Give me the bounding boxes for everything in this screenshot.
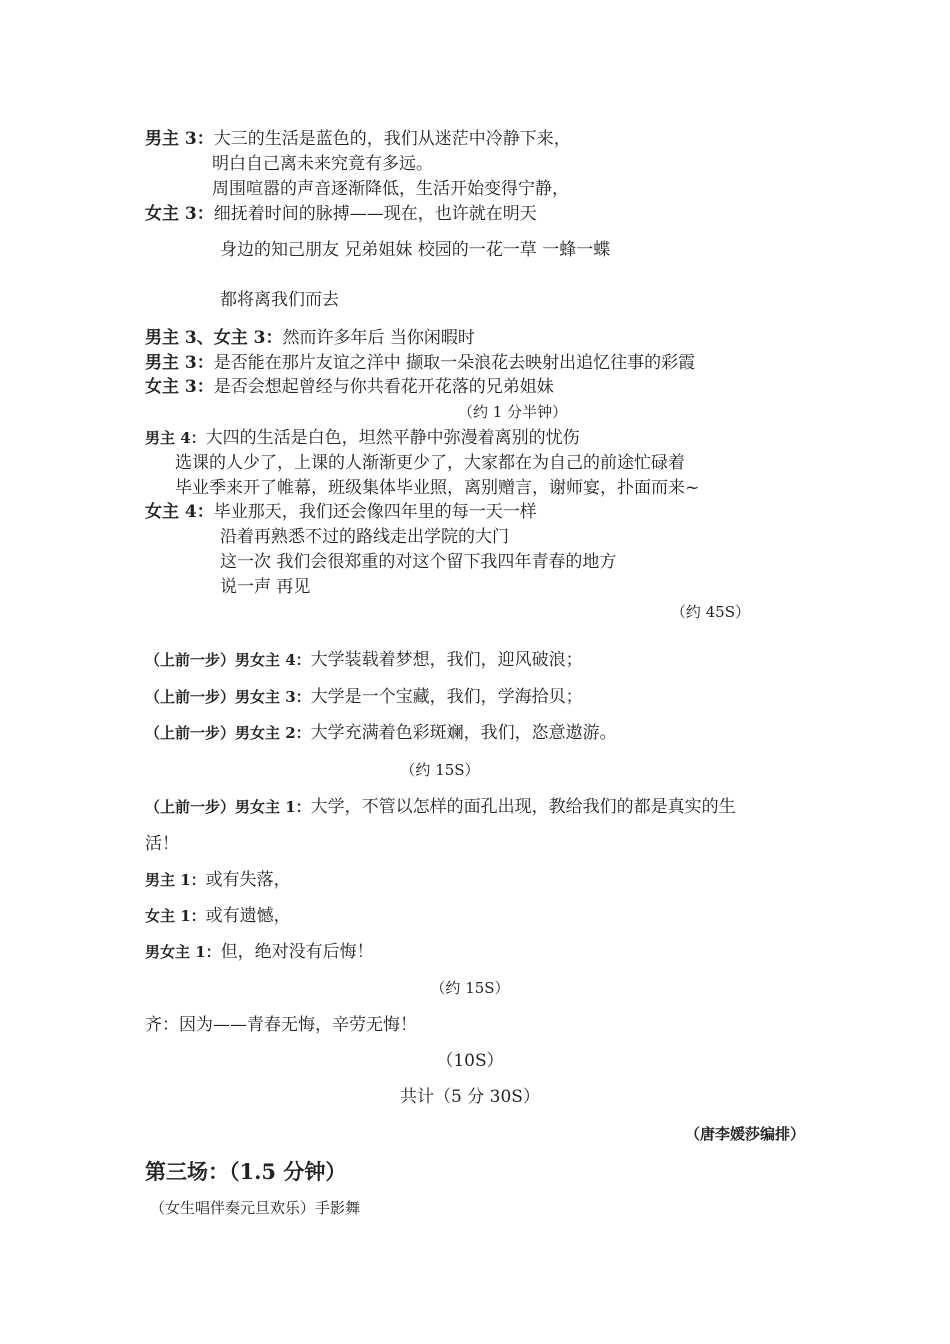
scene-description: （女生唱伴奏元旦欢乐）手影舞: [150, 1199, 361, 1217]
dialogue-text: 是否能在那片友谊之洋中 撷取一朵浪花去映射出追忆往事的彩霞: [213, 353, 696, 373]
total-time: 共计（5 分 30S）: [400, 1087, 540, 1107]
dialogue-text: 大学，不管以怎样的面孔出现，教给我们的都是真实的生: [310, 797, 736, 817]
speaker-label: （上前一步）男女主 2：: [145, 724, 311, 742]
chorus-line: 齐：因为——青春无悔，辛劳无悔！: [145, 1015, 417, 1035]
dialogue-text: 选课的人少了，上课的人渐渐更少了，大家都在为自己的前途忙碌着: [175, 453, 685, 473]
dialogue-text: 沿着再熟悉不过的路线走出学院的大门: [220, 527, 509, 547]
line: [145, 649, 583, 671]
dialogue-text: 活！: [145, 834, 179, 854]
dialogue-text: 说一声 再见: [220, 577, 311, 597]
section-heading: 第三场：（1.5 分钟）: [145, 1159, 347, 1184]
speaker-label: 男主 3：: [145, 129, 214, 149]
dialogue-text: 但，绝对没有后悔！: [220, 942, 374, 962]
line: [145, 941, 374, 963]
speaker-label: 男主 1：: [145, 871, 206, 889]
line: [145, 905, 291, 927]
speaker-label: 女主 3：: [145, 377, 214, 397]
line: [145, 722, 617, 744]
line: [145, 501, 537, 523]
line: [145, 203, 537, 225]
line: [145, 352, 695, 374]
speaker-label: 女主 3：: [145, 204, 214, 224]
time-note: （约 15S）: [400, 761, 480, 779]
line: [145, 796, 736, 818]
line: [145, 686, 583, 708]
speaker-label: 男主 3、女主 3：: [145, 328, 283, 348]
line: [145, 427, 580, 449]
speaker-label: 女主 1：: [145, 907, 206, 925]
dialogue-text: 然而许多年后 当你闲暇时: [282, 328, 475, 348]
speaker-label: （上前一步）男女主 4：: [145, 651, 311, 669]
speaker-label: （上前一步）男女主 3：: [145, 688, 311, 706]
dialogue-text: 都将离我们而去: [220, 290, 339, 310]
dialogue-text: 周围喧嚣的声音逐渐降低，生活开始变得宁静，: [212, 179, 569, 199]
dialogue-text: 或有失落，: [205, 870, 291, 890]
dialogue-text: 明白自己离未来究竟有多远。: [212, 154, 433, 174]
time-note: （约 45S）: [670, 603, 750, 621]
time-note: （约 1 分半钟）: [458, 403, 568, 421]
speaker-label: 女主 4：: [145, 502, 214, 522]
dialogue-text: 大学是一个宝藏，我们，学海拾贝；: [310, 687, 583, 707]
speaker-label: 男主 3：: [145, 353, 214, 373]
dialogue-text: 是否会想起曾经与你共看花开花落的兄弟姐妹: [213, 377, 554, 397]
dialogue-text: 身边的知己朋友 兄弟姐妹 校园的一花一草 一蜂一蝶: [220, 240, 611, 260]
dialogue-text: 大学充满着色彩斑斓，我们，恣意遨游。: [310, 723, 617, 743]
line: [145, 128, 571, 150]
line: [145, 869, 291, 891]
speaker-label: （上前一步）男女主 1：: [145, 798, 311, 816]
credit: （唐李媛莎编排）: [684, 1125, 805, 1143]
time-note: （10S）: [436, 1051, 504, 1071]
dialogue-text: 毕业那天，我们还会像四年里的每一天一样: [213, 502, 537, 522]
line: [145, 376, 554, 398]
line: [145, 327, 475, 349]
dialogue-text: 毕业季来开了帷幕，班级集体毕业照，离别赠言，谢师宴，扑面而来~: [175, 478, 700, 498]
dialogue-text: 或有遗憾，: [205, 906, 291, 926]
dialogue-text: 大四的生活是白色，坦然平静中弥漫着离别的忧伤: [205, 428, 580, 448]
dialogue-text: 这一次 我们会很郑重的对这个留下我四年青春的地方: [220, 552, 617, 572]
speaker-label: 男主 4：: [145, 429, 206, 447]
time-note: （约 15S）: [430, 979, 510, 997]
dialogue-text: 细抚着时间的脉搏——现在，也许就在明天: [213, 204, 537, 224]
dialogue-text: 大三的生活是蓝色的，我们从迷茫中冷静下来，: [213, 129, 571, 149]
dialogue-text: 大学装载着梦想，我们，迎风破浪；: [310, 650, 583, 670]
speaker-label: 男女主 1：: [145, 943, 221, 961]
